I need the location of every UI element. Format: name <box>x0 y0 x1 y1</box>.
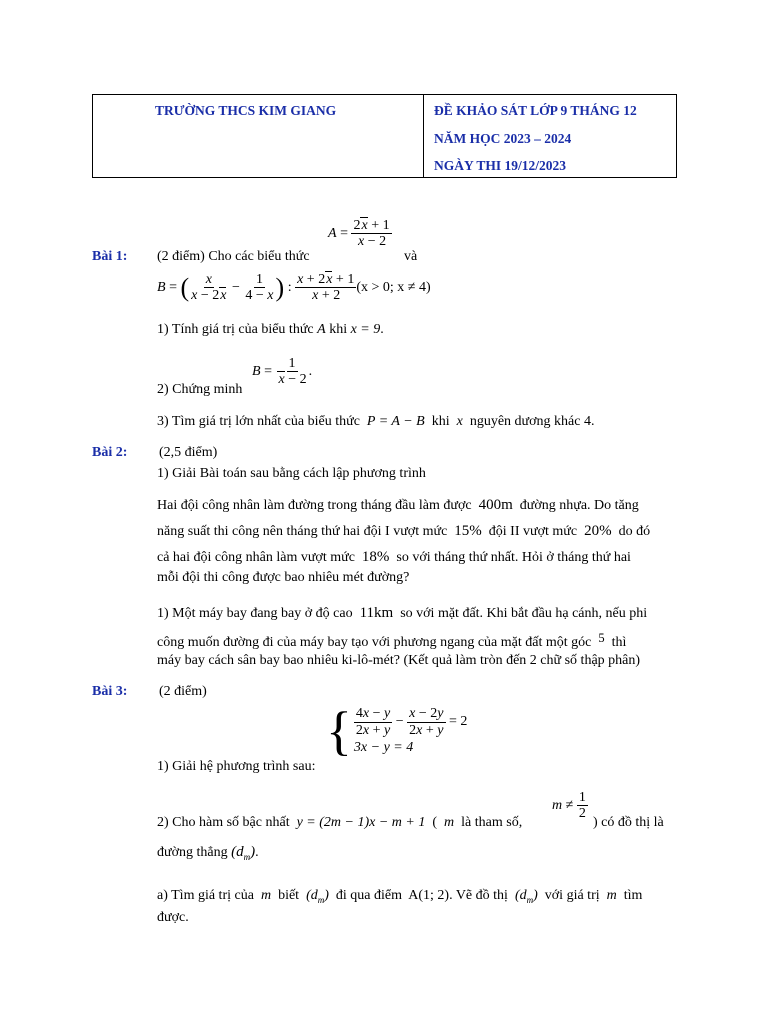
bai3-qa-line2: được. <box>157 910 189 925</box>
bai2-q2-line3: máy bay cách sân bay bao nhiêu ki-lô-mét? (Kết quả làm tròn đến 2 chữ số thập phân) <box>157 653 641 668</box>
bai2-p3: cả hai đội công nhân làm vượt mức 18% so với tháng thứ nhất. Hỏi ở tháng thứ hai <box>157 549 631 565</box>
equation-system: { $\frac{4x - y}{2x + y}$ − $\frac{x - 2y}{2x + y}$ = 2 3x − y = 4 <box>326 701 468 761</box>
expression-b: B = ( $\frac{x}{x - 2x}$ − $\frac{1}{4 - x}$ ) : $\frac{x + 2x + 1}{x + 2}$ (x > 0; x ≠ 4) <box>157 272 431 304</box>
exam-header-table <box>92 94 677 178</box>
bai1-q3: 3) Tìm giá trị lớn nhất của biểu thức P = A − B khi x nguyên dương khác 4. <box>157 414 595 429</box>
bai1-condition: (x > 0; x ≠ 4) <box>356 279 431 295</box>
bai1-intro: (2 điểm) Cho các biểu thức <box>157 249 310 264</box>
bai2-label: Bài 2: <box>92 445 128 460</box>
bai2-q2-line2: công muốn đường đi của máy bay tạo với phương ngang của mặt đất một góc 5 thì <box>157 631 627 650</box>
bai2-points: (2,5 điểm) <box>159 445 218 460</box>
school-year: NĂM HỌC 2023 – 2024 <box>434 131 572 146</box>
expression-a: A = $\frac{2x + 1}{x - 2}$ <box>328 218 390 250</box>
exam-date: NGÀY THI 19/12/2023 <box>434 158 567 173</box>
expression-b-simplified: B = $\frac{1}{x - 2}$ . <box>252 356 313 388</box>
bai2-p1: Hai đội công nhân làm đường trong tháng đầu làm được 400m đường nhựa. Do tăng <box>157 497 639 513</box>
bai2-q1-title: 1) Giải Bài toán sau bằng cách lập phương trình <box>157 466 426 481</box>
bai1-q1: 1) Tính giá trị của biểu thức A khi x = 9. <box>157 322 384 337</box>
bai2-p4: mỗi đội thi công được bao nhiêu mét đường? <box>157 570 410 585</box>
bai3-qa-line1: a) Tìm giá trị của m biết $(d_m)$ đi qua điểm A(1; 2). Vẽ đồ thị $(d_m)$ với giá trị m tìm <box>157 888 643 905</box>
bai3-q1: 1) Giải hệ phương trình sau: <box>157 759 316 774</box>
bai1-q2: 2) Chứng minh <box>157 382 243 397</box>
m-condition: m ≠ $\frac{1}{2}$ <box>552 790 586 822</box>
exam-title: ĐỀ KHẢO SÁT LỚP 9 THÁNG 12 <box>434 103 637 118</box>
bai2-p2: năng suất thi công nên tháng thứ hai đội I vượt mức 15% đội II vượt mức 20% do đó <box>157 523 651 539</box>
bai3-points: (2 điểm) <box>159 684 207 699</box>
equation-2: 3x − y = 4 <box>353 739 414 755</box>
bai3-q2-close: ) có đồ thị là <box>593 815 664 830</box>
bai3-label: Bài 3: <box>92 684 128 699</box>
header-right-cell <box>424 95 676 177</box>
bai2-q2-line1: 1) Một máy bay đang bay ở độ cao 11km so với mặt đất. Khi bắt đầu hạ cánh, nếu phi <box>157 605 648 621</box>
bai3-q2-line1: 2) Cho hàm số bậc nhất y = (2m − 1)x − m + 1 ( m là tham số, <box>157 815 523 830</box>
school-name: TRƯỜNG THCS KIM GIANG <box>155 103 337 118</box>
bai3-q2-line2: đường thẳng $(d_m)$. <box>157 844 259 862</box>
bai1-label: Bài 1: <box>92 249 128 264</box>
header-left-cell <box>93 95 424 177</box>
bai1-and: và <box>404 249 418 264</box>
